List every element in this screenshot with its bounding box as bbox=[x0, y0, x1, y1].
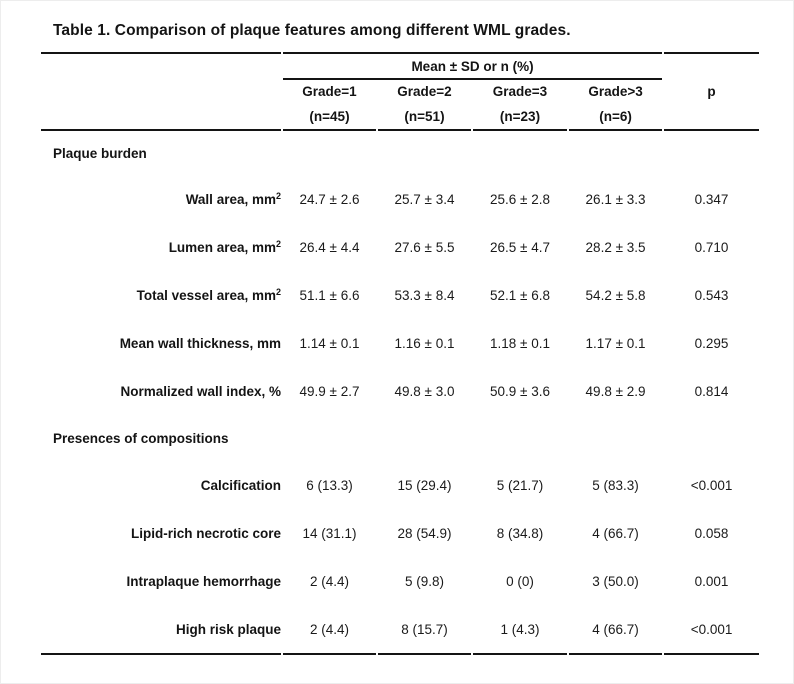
column-header-grade-gt3: Grade>3 bbox=[588, 84, 643, 99]
table-row-normalized-wall-index bbox=[41, 367, 759, 415]
row-label bbox=[41, 605, 281, 655]
row-label bbox=[41, 367, 281, 415]
cell-value: 26.5 ± 4.7 bbox=[490, 239, 550, 255]
column-header-grade2: Grade=2 bbox=[397, 84, 452, 99]
cell-p-value: 0.814 bbox=[694, 383, 729, 399]
section-label: Plaque burden bbox=[53, 145, 147, 161]
row-label-text: Wall area, mm bbox=[185, 191, 276, 207]
cell-value: 5 (9.8) bbox=[404, 573, 445, 589]
cell-value: 53.3 ± 8.4 bbox=[394, 287, 455, 303]
row-label bbox=[41, 319, 281, 367]
cell-value: 0 (0) bbox=[506, 573, 534, 589]
cell-value: 8 (34.8) bbox=[496, 525, 544, 541]
row-label bbox=[41, 509, 281, 557]
row-label-text: Normalized wall index, % bbox=[120, 383, 281, 399]
row-label-text: High risk plaque bbox=[175, 621, 281, 637]
table-row-total-vessel-area bbox=[41, 271, 759, 319]
header-corner-cell bbox=[41, 52, 281, 80]
table-row-lipid-rich-necrotic-core bbox=[41, 509, 759, 557]
column-sub-grade2: (n=51) bbox=[378, 103, 471, 131]
plaque-comparison-table bbox=[39, 52, 761, 655]
row-label-text: Total vessel area, mm bbox=[136, 287, 276, 303]
header-empty-cell bbox=[41, 103, 281, 131]
column-sub-grade-gt3: (n=6) bbox=[569, 103, 662, 131]
unit-superscript: 2 bbox=[275, 286, 281, 297]
column-sub-grade1: (n=45) bbox=[283, 103, 376, 131]
cell-value: 27.6 ± 5.5 bbox=[394, 239, 455, 255]
cell-value: 1.18 ± 0.1 bbox=[490, 335, 550, 351]
cell-value: 28.2 ± 3.5 bbox=[585, 239, 646, 255]
cell-value: 28 (54.9) bbox=[397, 525, 452, 541]
cell-value: 49.9 ± 2.7 bbox=[299, 383, 360, 399]
cell-value: 2 (4.4) bbox=[283, 605, 376, 655]
table-row-mean-wall-thickness bbox=[41, 319, 759, 367]
cell-value: 5 (21.7) bbox=[496, 477, 544, 493]
row-label bbox=[41, 223, 281, 271]
row-label bbox=[41, 557, 281, 605]
cell-value: 3 (50.0) bbox=[592, 573, 639, 589]
cell-value: 54.2 ± 5.8 bbox=[585, 287, 646, 303]
table-row-wall-area bbox=[41, 175, 759, 223]
cell-value: 26.4 ± 4.4 bbox=[299, 239, 360, 255]
cell-value: 6 (13.3) bbox=[306, 477, 353, 493]
header-span-row bbox=[41, 52, 759, 80]
cell-p-value: 0.543 bbox=[694, 287, 729, 303]
column-header-grade3: Grade=3 bbox=[492, 84, 548, 99]
cell-value: 50.9 ± 3.6 bbox=[490, 383, 550, 399]
table-title: Table 1. Comparison of plaque features among different WML grades. bbox=[53, 22, 571, 39]
cell-value: 51.1 ± 6.6 bbox=[299, 287, 360, 303]
row-label bbox=[41, 271, 281, 319]
column-header-p: p bbox=[707, 84, 716, 99]
cell-p-value: 0.710 bbox=[694, 239, 729, 255]
cell-value: 1 (4.3) bbox=[473, 605, 567, 655]
cell-p-value: 0.058 bbox=[694, 525, 729, 541]
cell-p-value: 0.295 bbox=[694, 335, 729, 351]
cell-value: 26.1 ± 3.3 bbox=[585, 191, 646, 207]
cell-value: 8 (15.7) bbox=[378, 605, 471, 655]
row-label-text: Calcification bbox=[200, 477, 281, 493]
cell-value: 4 (66.7) bbox=[569, 605, 662, 655]
section-row-presences bbox=[41, 415, 759, 461]
cell-value: 1.17 ± 0.1 bbox=[585, 335, 646, 351]
row-label-text: Mean wall thickness, mm bbox=[119, 335, 281, 351]
header-n-row bbox=[41, 103, 759, 131]
table-row-intraplaque-hemorrhage bbox=[41, 557, 759, 605]
cell-p-value: <0.001 bbox=[664, 605, 759, 655]
section-label: Presences of compositions bbox=[53, 430, 229, 446]
unit-superscript: 2 bbox=[275, 238, 281, 249]
row-label bbox=[41, 461, 281, 509]
row-label bbox=[41, 175, 281, 223]
span-header: Mean ± SD or n (%) bbox=[283, 52, 662, 80]
section-row-plaque-burden bbox=[41, 131, 759, 175]
row-label-text: Intraplaque hemorrhage bbox=[126, 573, 281, 589]
header-empty-cell bbox=[41, 80, 281, 103]
cell-value: 52.1 ± 6.8 bbox=[490, 287, 550, 303]
cell-p-value: <0.001 bbox=[690, 477, 733, 493]
cell-value: 49.8 ± 3.0 bbox=[394, 383, 455, 399]
cell-p-value: 0.347 bbox=[694, 191, 729, 207]
cell-value: 24.7 ± 2.6 bbox=[299, 191, 360, 207]
table-row-calcification bbox=[41, 461, 759, 509]
header-grade-row bbox=[41, 80, 759, 103]
row-label-text: Lumen area, mm bbox=[168, 239, 276, 255]
header-p-spacer-cell bbox=[664, 52, 759, 80]
cell-value: 1.16 ± 0.1 bbox=[394, 335, 455, 351]
column-sub-grade3: (n=23) bbox=[473, 103, 567, 131]
header-empty-cell bbox=[664, 103, 759, 131]
cell-value: 25.7 ± 3.4 bbox=[394, 191, 455, 207]
cell-value: 5 (83.3) bbox=[592, 477, 639, 493]
cell-value: 1.14 ± 0.1 bbox=[299, 335, 360, 351]
cell-value: 49.8 ± 2.9 bbox=[585, 383, 646, 399]
cell-p-value: 0.001 bbox=[694, 573, 729, 589]
row-label-text: Lipid-rich necrotic core bbox=[130, 525, 281, 541]
cell-value: 14 (31.1) bbox=[302, 525, 357, 541]
table-row-lumen-area bbox=[41, 223, 759, 271]
table-row-high-risk-plaque bbox=[41, 605, 759, 655]
column-header-grade1: Grade=1 bbox=[302, 84, 357, 99]
cell-value: 2 (4.4) bbox=[309, 573, 350, 589]
cell-value: 4 (66.7) bbox=[592, 525, 639, 541]
unit-superscript: 2 bbox=[275, 190, 281, 201]
cell-value: 25.6 ± 2.8 bbox=[490, 191, 550, 207]
cell-value: 15 (29.4) bbox=[397, 477, 452, 493]
